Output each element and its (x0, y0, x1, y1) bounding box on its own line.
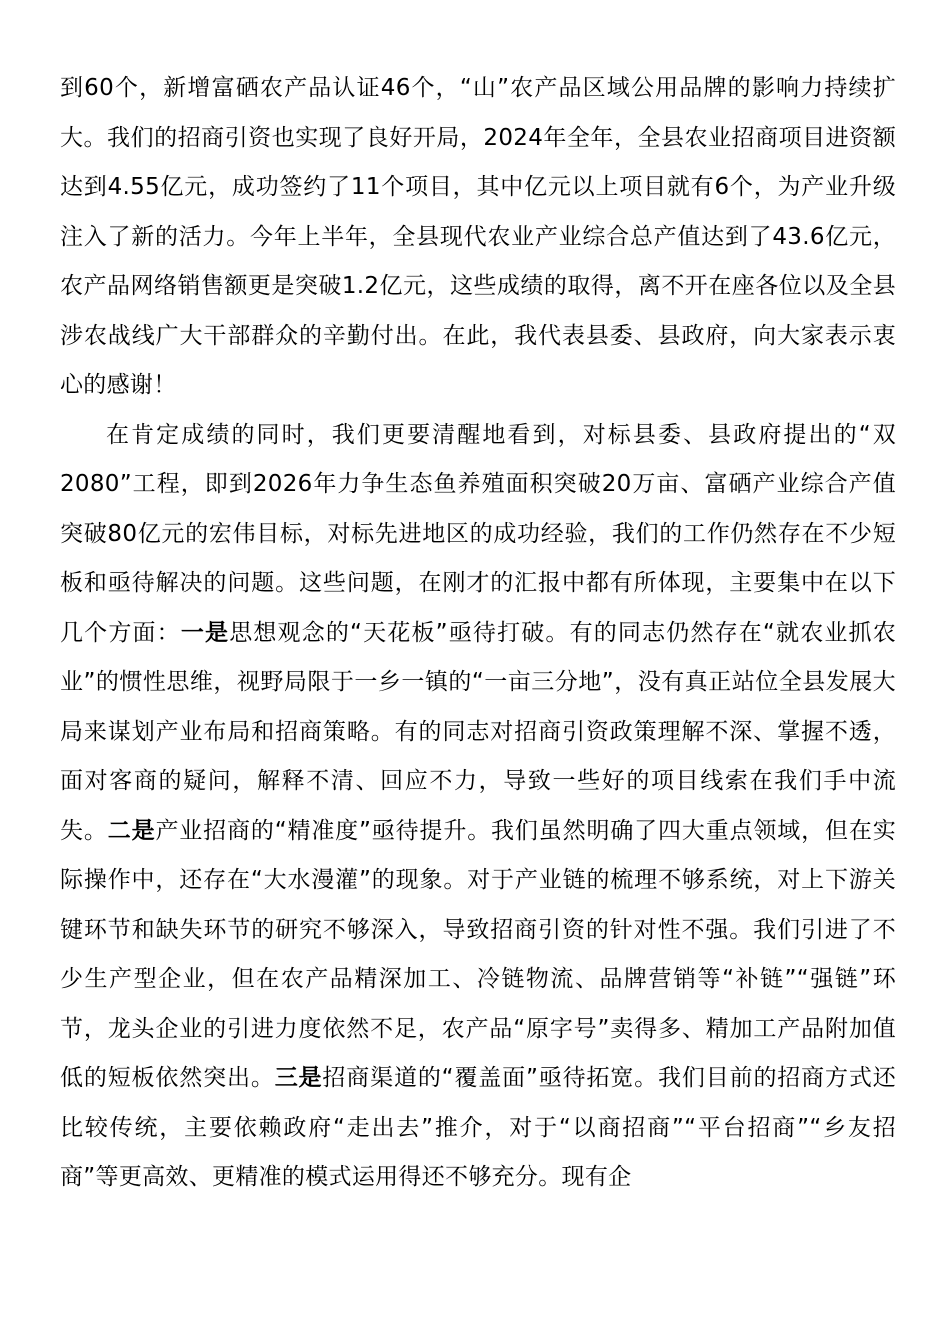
point-3-label: 三是 (274, 1065, 323, 1091)
point-2-text: 产业招商的“精准度”亟待提升。我们虽然明确了四大重点领域，但在实际操作中，还存在“大水漫灌”的现象。对于产业链的梳理不够系统，对上下游关键环节和缺失环节的研究不够深入，导致招商引资的针对性不强。我们引进了不少生产型企业，但在农产品精深加工、冷链物流、品牌营销等“补链”“强链”环节，龙头企业的引进力度依然不足，农产品“原字号”卖得多、精加工产品附加值低的短板依然突出。 (60, 817, 897, 1091)
point-3-text: 招商渠道的“覆盖面”亟待拓宽。我们目前的招商方式还比较传统，主要依赖政府“走出去”推介，对于“以商招商”“平台招商”“乡友招商”等更高效、更精准的模式运用得还不够充分。现有企 (60, 1065, 897, 1190)
document-body (60, 64, 896, 1203)
problems-intro: 在肯定成绩的同时，我们更要清醒地看到，对标县委、县政府提出的“双2080”工程，即到2026年力争生态鱼养殖面积突破20万亩、富硒产业综合产值突破80亿元的宏伟目标，对标先进地区的成功经验，我们的工作仍然存在不少短板和亟待解决的问题。这些问题，在刚才的汇报中都有所体现，主要集中在以下几个方面： (60, 421, 896, 646)
paragraph-achievements: 到60个，新增富硒农产品认证46个，“山”农产品区域公用品牌的影响力持续扩大。我们的招商引资也实现了良好开局，2024年全年，全县农业招商项目进资额达到4.55亿元，成功签约了11个项目，其中亿元以上项目就有6个，为产业升级注入了新的活力。今年上半年，全县现代农业产业综合总产值达到了43.6亿元，农产品网络销售额更是突破1.2亿元，这些成绩的取得，离不开在座各位以及全县涉农战线广大干部群众的辛勤付出。在此，我代表县委、县政府，向大家表示衷心的感谢！ (60, 75, 896, 398)
paragraph-problems (60, 411, 896, 1203)
point-2-label: 二是 (107, 817, 156, 844)
point-1-text: 思想观念的“天花板”亟待打破。有的同志仍然存在“就农业抓农业”的惯性思维，视野局限于一乡一镇的“一亩三分地”，没有真正站位全县发展大局来谋划产业布局和招商策略。有的同志对招商引资政策理解不深、掌握不透，面对客商的疑问，解释不清、回应不力，导致一些好的项目线索在我们手中流失。 (60, 619, 896, 844)
point-1-label: 一是 (180, 619, 230, 646)
